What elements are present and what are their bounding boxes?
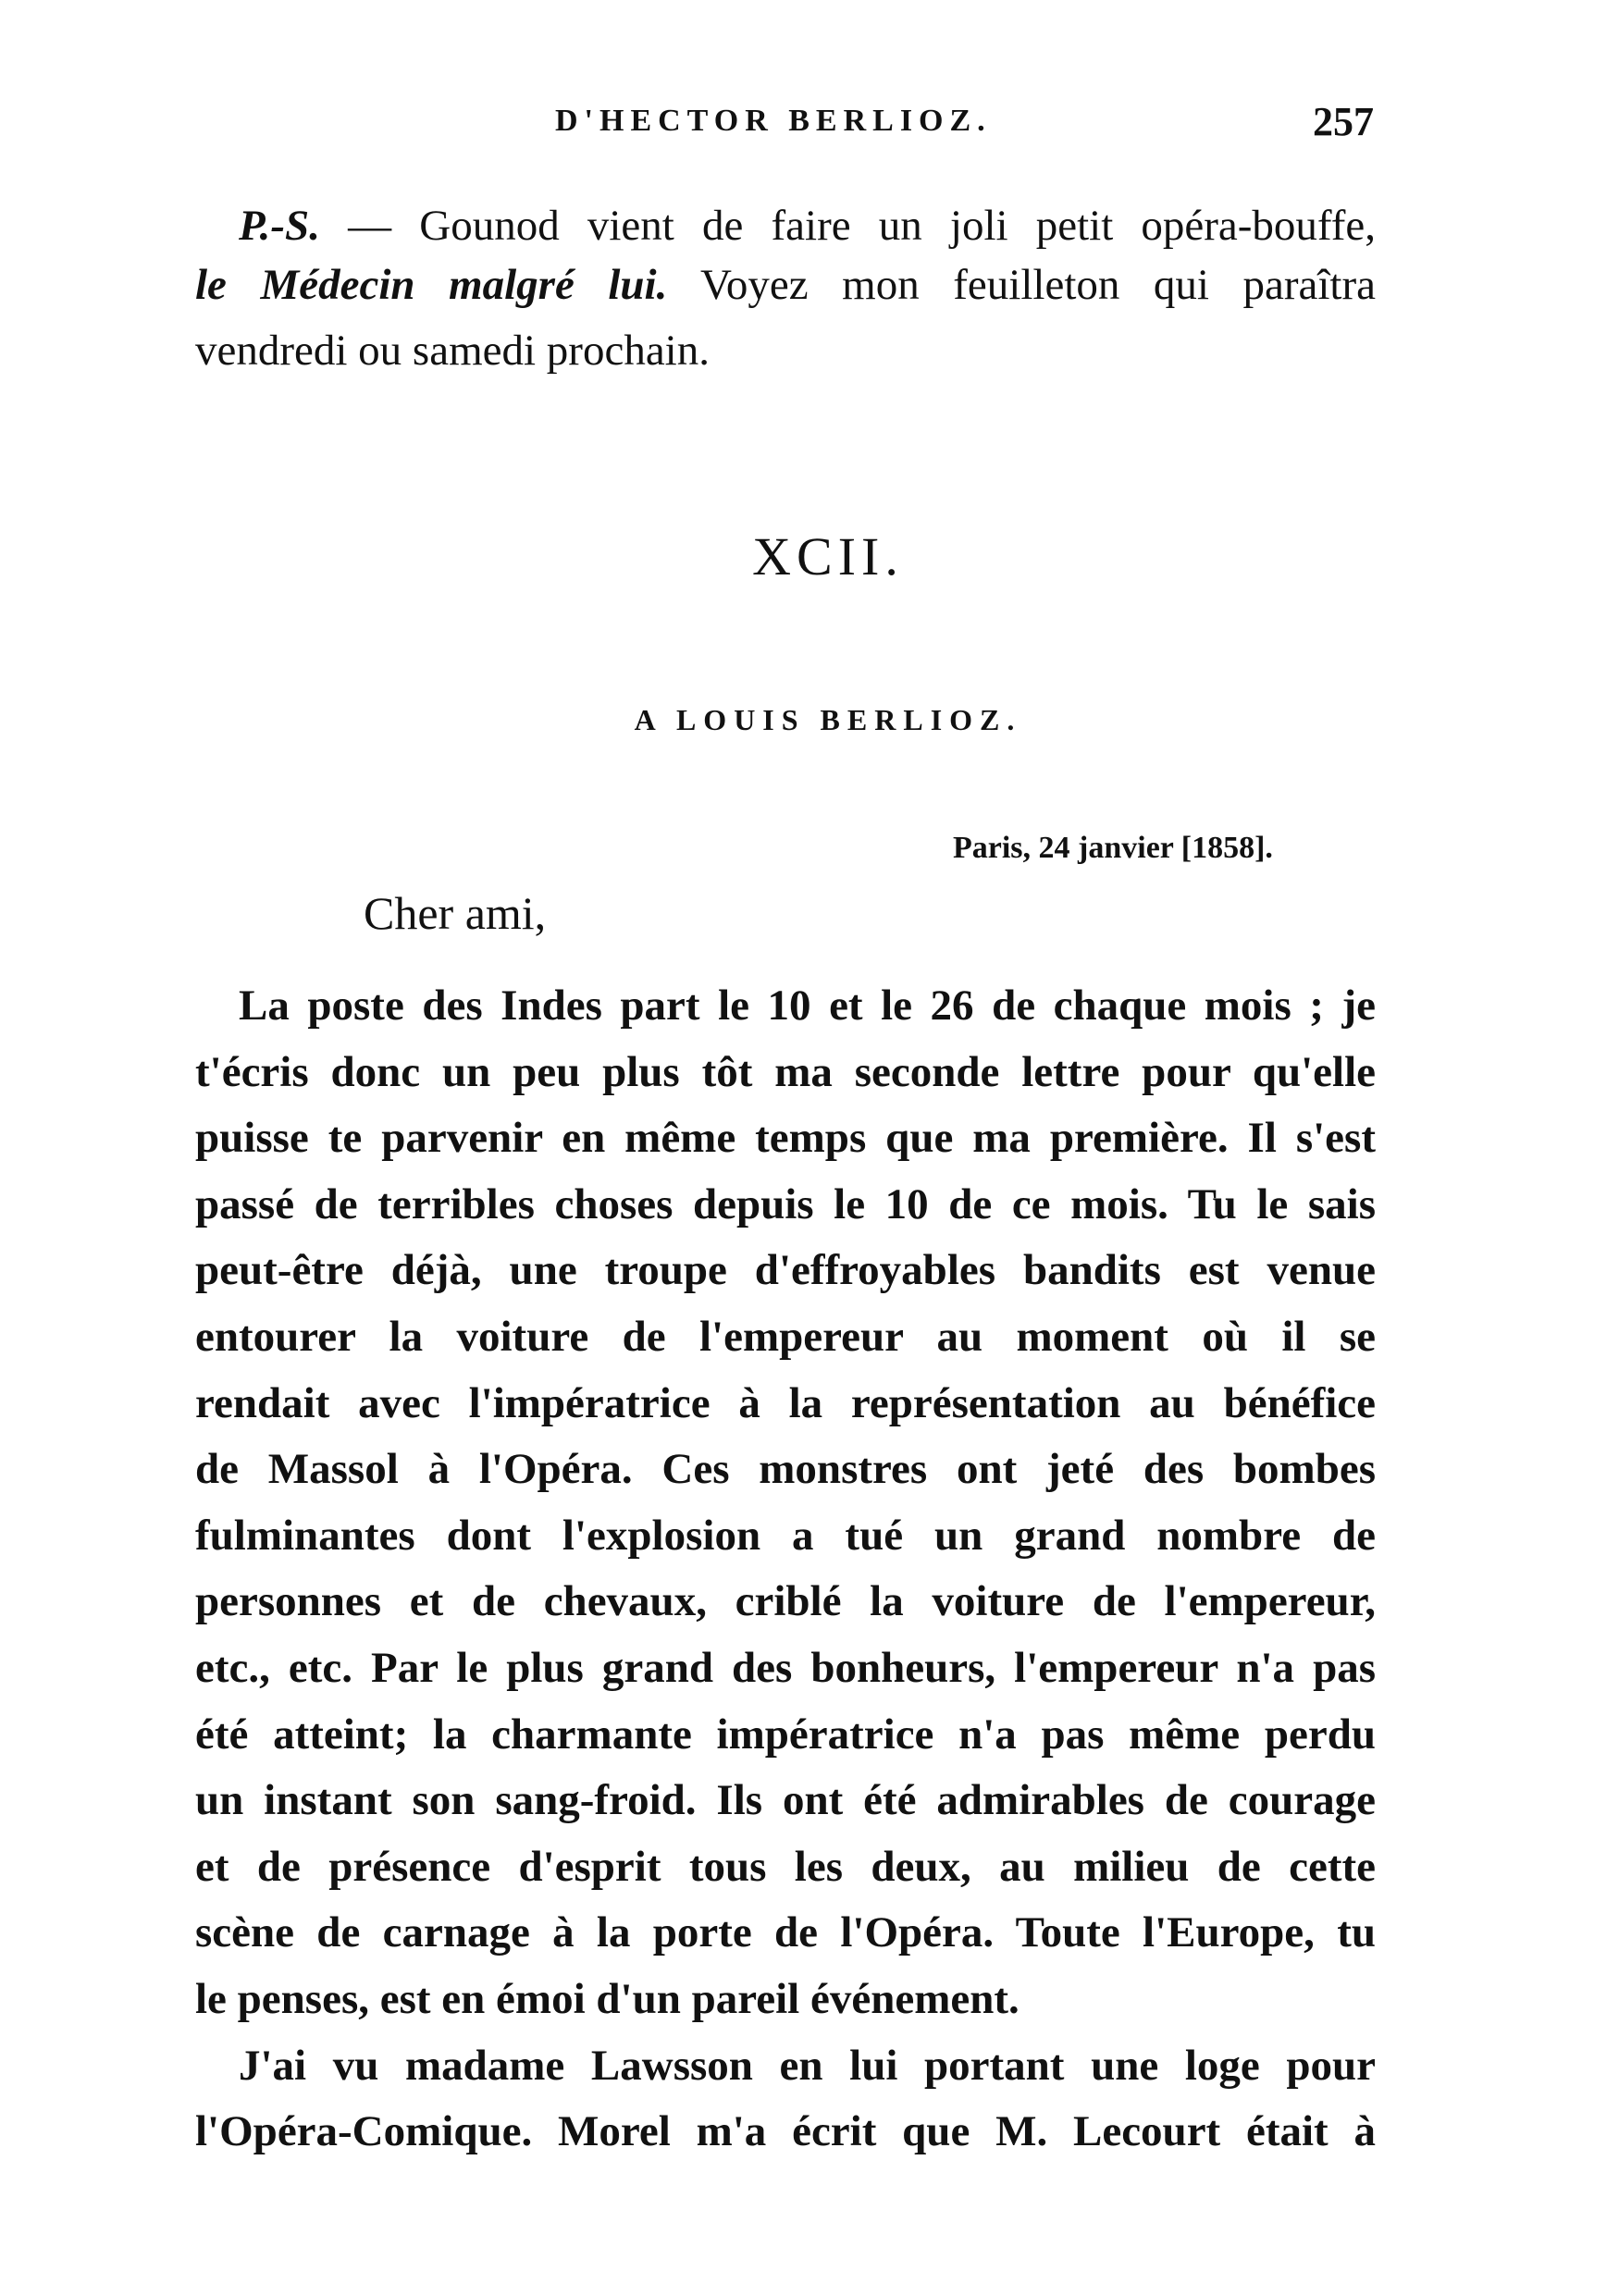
running-title: D'HECTOR BERLIOZ.: [555, 104, 992, 138]
letter-recipient: A LOUIS BERLIOZ.: [634, 703, 1022, 736]
body-line: entourer la voiture de l'empereur au moment où il se: [195, 1313, 1376, 1361]
body-line: et de présence d'esprit tous les deux, au milieu de cette: [195, 1842, 1376, 1891]
body-line: La poste des Indes part le 10 et le 26 de chaque mois ; je: [239, 981, 1376, 1030]
page-number: 257: [1313, 99, 1374, 144]
letter-dateline: Paris, 24 janvier [1858].: [953, 831, 1273, 865]
body-line: un instant son sang-froid. Ils ont été admirables de courage: [195, 1776, 1376, 1825]
body-line: rendait avec l'impératrice à la représentation au bénéfice: [195, 1378, 1376, 1427]
letter-numeral: XCII.: [752, 526, 904, 586]
text-segment: vendredi ou samedi prochain.: [195, 327, 710, 375]
body-line: été atteint; la charmante impératrice n'a pas même perdu: [195, 1710, 1376, 1759]
body-line: fulminantes dont l'explosion a tué un grand nombre de: [195, 1511, 1376, 1560]
body-line: de Massol à l'Opéra. Ces monstres ont jeté des bombes: [195, 1445, 1376, 1494]
italic-title: P.-S.: [239, 202, 320, 250]
postscript-line: [195, 323, 1376, 378]
body-line: peut-être déjà, une troupe d'effroyables bandits est venue: [195, 1246, 1376, 1295]
italic-title: le Médecin malgré lui.: [195, 261, 668, 309]
body-line: scène de carnage à la porte de l'Opéra. Toute l'Europe, tu: [195, 1908, 1376, 1957]
postscript-line: [195, 257, 1376, 313]
postscript-line: [239, 198, 1376, 253]
text-segment: Voyez mon feuilleton qui paraîtra: [667, 261, 1376, 309]
body-line: personnes et de chevaux, criblé la voiture de l'empereur,: [195, 1577, 1376, 1626]
body-line: puisse te parvenir en même temps que ma première. Il s'est: [195, 1114, 1376, 1163]
body-line: t'écris donc un peu plus tôt ma seconde lettre pour qu'elle: [195, 1047, 1376, 1096]
body-line: l'Opéra-Comique. Morel m'a écrit que M. Lecourt était à: [195, 2107, 1376, 2156]
body-line: passé de terribles choses depuis le 10 de ce mois. Tu le sais: [195, 1179, 1376, 1228]
body-line: le penses, est en émoi d'un pareil événement.: [195, 1975, 1020, 2023]
letter-salutation: Cher ami,: [364, 887, 547, 939]
text-segment: — Gounod vient de faire un joli petit opéra-bouffe,: [319, 202, 1376, 250]
body-line: etc., etc. Par le plus grand des bonheurs, l'empereur n'a pas: [195, 1644, 1376, 1692]
body-line: J'ai vu madame Lawsson en lui portant une loge pour: [239, 2041, 1376, 2090]
